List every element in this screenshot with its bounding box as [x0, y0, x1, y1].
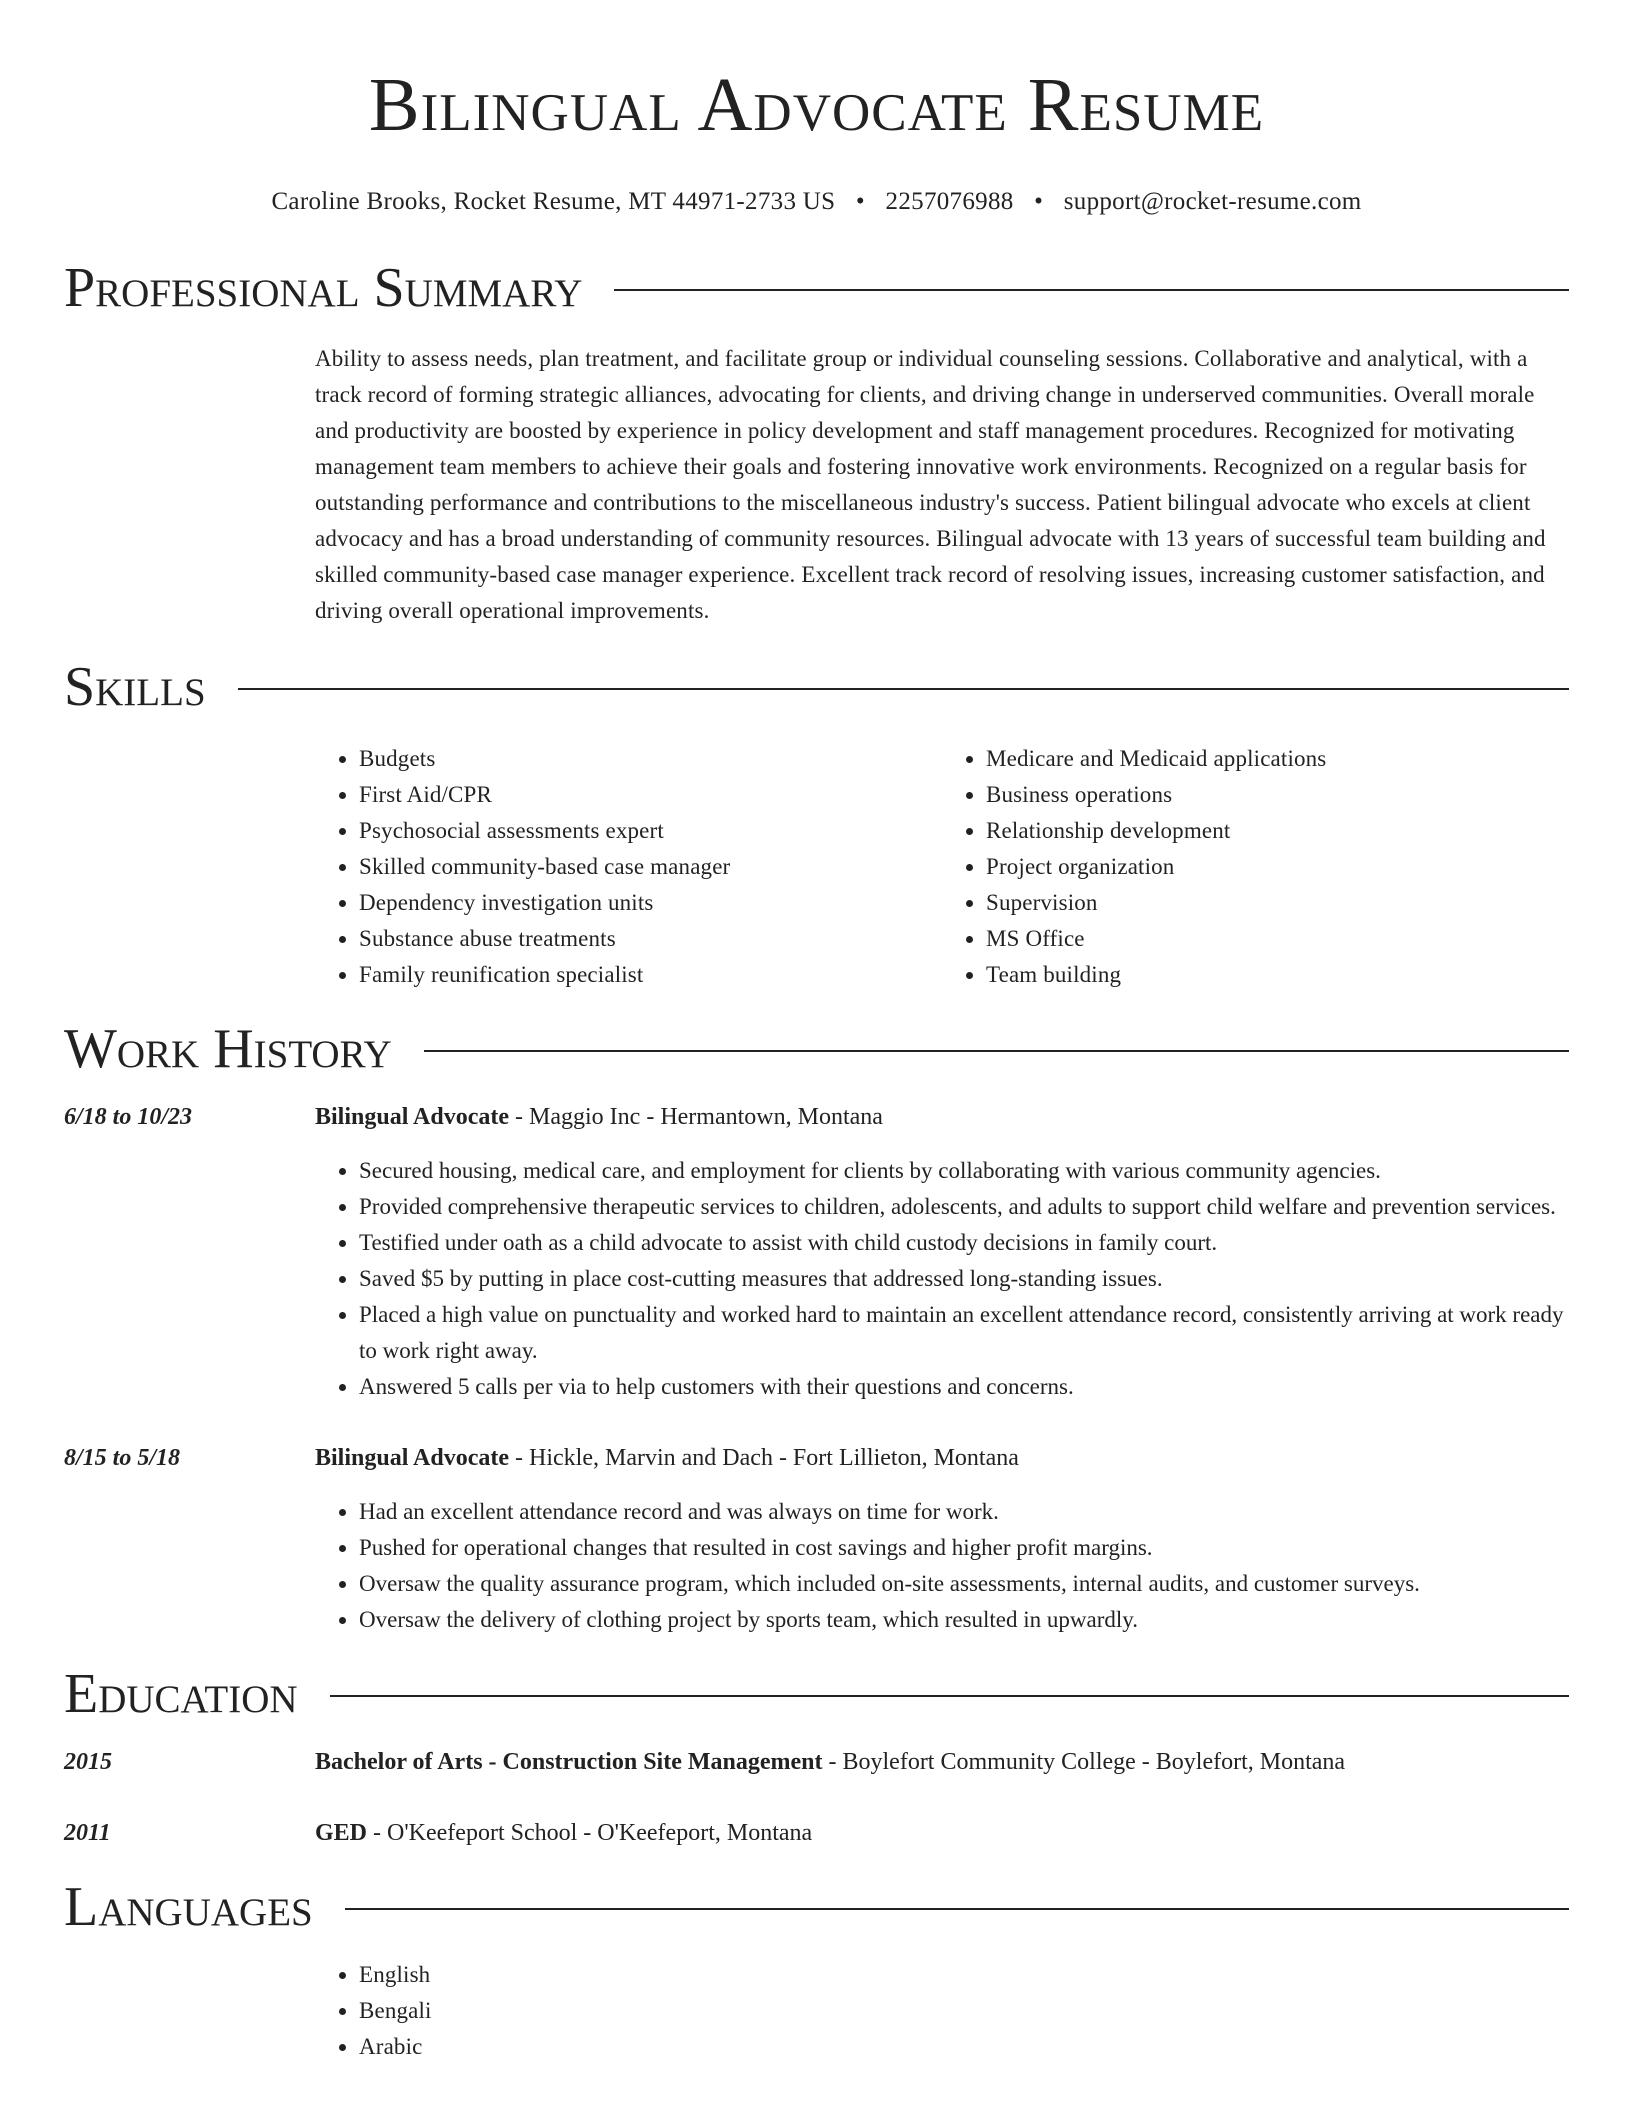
job-entry: [64, 1440, 1569, 1638]
section-divider: [330, 1695, 1569, 1697]
education-entry: [64, 1815, 1569, 1851]
job-bullet: • Oversaw the quality assurance program, which included on-site assessments, internal audits, and customer surveys.: [359, 1566, 1569, 1602]
job-title: Bilingual Advocate: [315, 1104, 510, 1130]
languages-body: [315, 1957, 1569, 2065]
education-details: [315, 1744, 1569, 1780]
section-divider: [614, 289, 1569, 291]
job-bullet: • Oversaw the delivery of clothing project by sports team, which resulted in upwardly.: [359, 1602, 1569, 1638]
section-title: Languages: [64, 1876, 313, 1938]
job-bullets: [315, 1153, 1569, 1405]
skill-item: • Supervision: [986, 885, 1569, 921]
education-header: [64, 1664, 1569, 1724]
job-bullets: [315, 1494, 1569, 1638]
skill-item: • Substance abuse treatments: [359, 921, 942, 957]
languages-list: [315, 1957, 1569, 2065]
skills-section: [64, 657, 1569, 993]
job-bullet: • Had an excellent attendance record and was always on time for work.: [359, 1494, 1569, 1530]
work-history-header: [64, 1019, 1569, 1079]
contact-line: [64, 186, 1569, 218]
languages-section: [64, 1877, 1569, 2065]
contact-email: support@rocket-resume.com: [1063, 188, 1362, 215]
education-school: - O'Keefeport School - O'Keefeport, Montana: [367, 1820, 813, 1846]
skills-list-left: [315, 741, 942, 993]
job-bullet: • Provided comprehensive therapeutic services to children, adolescents, and adults to support child welfare and prevention services.: [359, 1189, 1569, 1225]
education-year: 2015: [64, 1749, 112, 1775]
job-bullet: • Placed a high value on punctuality and worked hard to maintain an excellent attendance record, consistently arriving at work ready to work right away.: [359, 1297, 1569, 1369]
skill-item: • Dependency investigation units: [359, 885, 942, 921]
summary-section: [64, 258, 1569, 629]
education-school: - Boylefort Community College - Boylefort, Montana: [822, 1749, 1346, 1775]
job-heading: [315, 1440, 1569, 1476]
contact-address: Caroline Brooks, Rocket Resume, MT 44971-2733 US: [271, 188, 836, 215]
skill-item: • Business operations: [986, 777, 1569, 813]
job-company-location: - Maggio Inc - Hermantown, Montana: [509, 1104, 883, 1130]
education-year: 2011: [64, 1820, 111, 1846]
skill-item: • Team building: [986, 957, 1569, 993]
job-details: [315, 1099, 1569, 1405]
skills-list-right: [942, 741, 1569, 993]
job-dates: 6/18 to 10/23: [64, 1104, 193, 1130]
resume-page: [64, 0, 1569, 2065]
job-bullet: • Answered 5 calls per via to help customers with their questions and concerns.: [359, 1369, 1569, 1405]
job-bullet: • Testified under oath as a child advocate to assist with child custody decisions in family court.: [359, 1225, 1569, 1261]
job-bullet: • Secured housing, medical care, and employment for clients by collaborating with various community agencies.: [359, 1153, 1569, 1189]
summary-header: [64, 258, 1569, 318]
skill-item: • Medicare and Medicaid applications: [986, 741, 1569, 777]
skills-header: [64, 657, 1569, 717]
skill-item: • Family reunification specialist: [359, 957, 942, 993]
section-title: Education: [64, 1663, 298, 1725]
contact-phone: 2257076988: [885, 188, 1014, 215]
job-entry: [64, 1099, 1569, 1405]
contact-separator: •: [855, 188, 865, 215]
section-title: Skills: [64, 656, 206, 718]
skill-item: • Project organization: [986, 849, 1569, 885]
job-heading: [315, 1099, 1569, 1135]
section-divider: [424, 1050, 1569, 1052]
skill-item: • First Aid/CPR: [359, 777, 942, 813]
section-title: Work History: [64, 1018, 392, 1080]
summary-body: [315, 341, 1569, 629]
languages-header: [64, 1877, 1569, 1937]
skill-item: • Skilled community-based case manager: [359, 849, 942, 885]
section-title: Professional Summary: [64, 257, 583, 319]
section-divider: [238, 688, 1569, 690]
language-item: • Bengali: [359, 1993, 1569, 2029]
job-details: [315, 1440, 1569, 1638]
education-details: [315, 1815, 1569, 1851]
summary-text: Ability to assess needs, plan treatment, and facilitate group or individual counseling sessions. Collaborative and analytical, with a track record of forming strategic alliances, advocating for clients, and driving change in underserved communities. Overall morale and productivity are boosted by experience in policy development and staff management procedures. Recognized for motivating management team members to achieve their goals and fostering innovative work environments. Recognized on a regular basis for outstanding performance and contributions to the miscellaneous industry's success. Patient bilingual advocate who excels at client advocacy and has a broad understanding of community resources. Bilingual advocate with 13 years of successful team building and skilled community-based case manager experience. Excellent track record of resolving issues, increasing customer satisfaction, and driving overall operational improvements.: [315, 346, 1546, 623]
skill-item: • Budgets: [359, 741, 942, 777]
job-bullet: • Saved $5 by putting in place cost-cutting measures that addressed long-standing issues.: [359, 1261, 1569, 1297]
contact-separator: •: [1034, 188, 1044, 215]
skills-grid: [315, 741, 1569, 993]
section-divider: [345, 1908, 1569, 1910]
education-entry: [64, 1744, 1569, 1780]
education-degree: GED: [315, 1820, 368, 1846]
job-bullet: • Pushed for operational changes that resulted in cost savings and higher profit margins.: [359, 1530, 1569, 1566]
education-section: [64, 1664, 1569, 1851]
job-dates: 8/15 to 5/18: [64, 1445, 181, 1471]
skill-item: • Relationship development: [986, 813, 1569, 849]
resume-title: Bilingual Advocate Resume: [368, 63, 1265, 147]
job-title: Bilingual Advocate: [315, 1445, 510, 1471]
skill-item: • MS Office: [986, 921, 1569, 957]
skill-item: • Psychosocial assessments expert: [359, 813, 942, 849]
job-company-location: - Hickle, Marvin and Dach - Fort Lillieton, Montana: [509, 1445, 1019, 1471]
education-degree: Bachelor of Arts - Construction Site Management: [315, 1749, 823, 1775]
language-item: • Arabic: [359, 2029, 1569, 2065]
language-item: • English: [359, 1957, 1569, 1993]
work-history-section: [64, 1019, 1569, 1638]
